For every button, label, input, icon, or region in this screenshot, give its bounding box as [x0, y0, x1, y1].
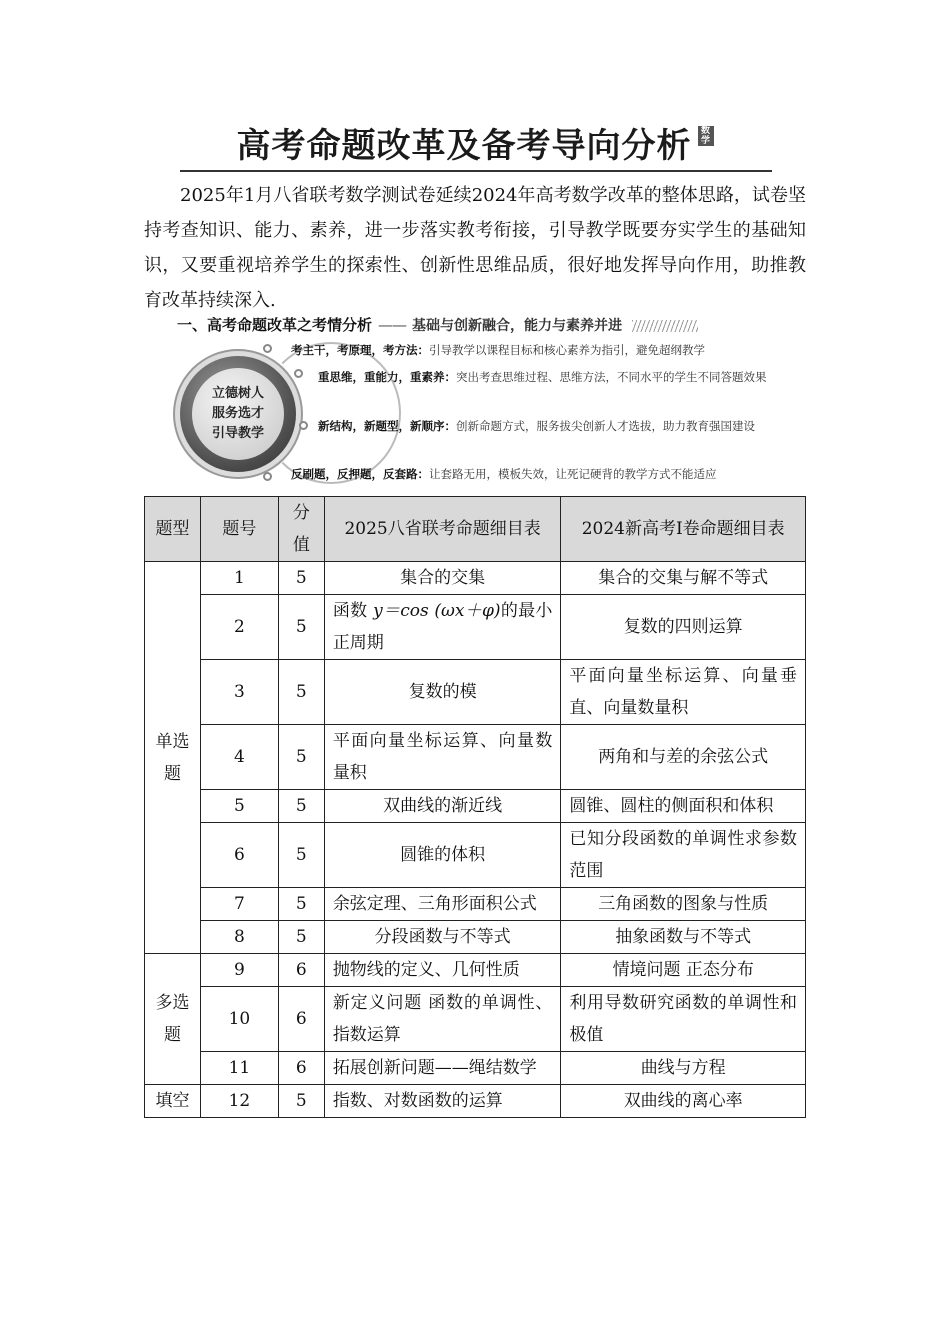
diagram-item: 考主干，考原理，考方法：引导教学以课程目标和核心素养为指引，避免超纲教学: [291, 343, 705, 357]
topic-2025: 拓展创新问题——绳结数学: [324, 1052, 561, 1085]
diagram-item: 反刷题，反押题，反套路：让套路无用，模板失效，让死记硬背的教学方式不能适应: [291, 467, 717, 481]
topic-2024: 抽象函数与不等式: [561, 921, 806, 954]
topic-2025: 平面向量坐标运算、向量数量积: [324, 725, 561, 790]
question-number: 9: [200, 954, 278, 987]
topic-2025: 双曲线的渐近线: [324, 790, 561, 823]
table-row: [145, 1052, 806, 1085]
decorative-hatch: [632, 320, 698, 332]
question-score: 6: [278, 1052, 324, 1085]
table-row: [145, 790, 806, 823]
question-type-cell: 填空: [145, 1085, 201, 1118]
table-row: [145, 1085, 806, 1118]
topic-2025: 抛物线的定义、几何性质: [324, 954, 561, 987]
question-score: 5: [278, 595, 324, 660]
topic-2024: 情境问题 正态分布: [561, 954, 806, 987]
table-row: [145, 888, 806, 921]
topic-2025: 余弦定理、三角形面积公式: [324, 888, 561, 921]
question-number: 3: [200, 660, 278, 725]
header-type: 题型: [145, 497, 201, 562]
table-row: [145, 562, 806, 595]
question-score: 5: [278, 562, 324, 595]
question-score: 5: [278, 823, 324, 888]
table-row: [145, 921, 806, 954]
intro-paragraph: 2025年1月八省联考数学测试卷延续2024年高考数学改革的整体思路，试卷坚持考查知识、能力、素养，进一步落实教考衔接，引导教学既要夯实学生的基础知识，又要重视培养学生的探索性、创新性思维品质，很好地发挥导向作用，助推教育改革持续深入.: [144, 185, 806, 311]
core-badge-text: [192, 368, 284, 460]
topic-2024: 两角和与差的余弦公式: [561, 725, 806, 790]
question-score: 5: [278, 790, 324, 823]
header-2025: 2025八省联考命题细目表: [324, 497, 561, 562]
header-score: 分值: [278, 497, 324, 562]
table-row: [145, 987, 806, 1052]
topic-2025: 新定义问题 函数的单调性、指数运算: [324, 987, 561, 1052]
question-number: 5: [200, 790, 278, 823]
question-number: 1: [200, 562, 278, 595]
question-number: 8: [200, 921, 278, 954]
question-number: 7: [200, 888, 278, 921]
topic-2024: 复数的四则运算: [561, 595, 806, 660]
topic-2024: 平面向量坐标运算、向量垂直、向量数量积: [561, 660, 806, 725]
topic-2025: 指数、对数函数的运算: [324, 1085, 561, 1118]
header-number: 题号: [200, 497, 278, 562]
section-heading-label: 一、高考命题改革之考情分析: [177, 316, 373, 334]
question-number: 12: [200, 1085, 278, 1118]
badge-line: 服务选才: [211, 406, 264, 421]
topic-2024: 已知分段函数的单调性求参数范围: [561, 823, 806, 888]
topic-2025: 分段函数与不等式: [324, 921, 561, 954]
diagram-item: 重思维，重能力，重素养：突出考查思维过程、思维方法，不同水平的学生不同答题效果: [318, 370, 767, 384]
table-row: [145, 725, 806, 790]
topic-2024: 利用导数研究函数的单调性和极值: [561, 987, 806, 1052]
topic-2024: 圆锥、圆柱的侧面积和体积: [561, 790, 806, 823]
question-number: 10: [200, 987, 278, 1052]
section-heading: [177, 314, 777, 338]
question-score: 5: [278, 888, 324, 921]
question-number: 4: [200, 725, 278, 790]
table-row: [145, 660, 806, 725]
question-number: 11: [200, 1052, 278, 1085]
topic-2024: 曲线与方程: [561, 1052, 806, 1085]
question-score: 6: [278, 954, 324, 987]
core-badge: [180, 356, 296, 472]
question-type-cell: 单选题: [145, 562, 201, 954]
topic-2025: 函数 y＝cos (ωx＋φ)的最小正周期: [324, 595, 561, 660]
table-row: [145, 954, 806, 987]
topic-2024: 三角函数的图象与性质: [561, 888, 806, 921]
question-score: 5: [278, 660, 324, 725]
page-title: 高考命题改革及备考导向分析 数学: [0, 118, 950, 167]
topic-2024: 集合的交集与解不等式: [561, 562, 806, 595]
question-score: 5: [278, 921, 324, 954]
question-score: 5: [278, 725, 324, 790]
topic-2025: 复数的模: [324, 660, 561, 725]
subject-tag: 数学: [698, 126, 714, 146]
table-row: [145, 595, 806, 660]
diagram-dot: [299, 421, 308, 430]
question-score: 5: [278, 1085, 324, 1118]
table-row: [145, 823, 806, 888]
table-header-row: [145, 497, 806, 562]
topic-2024: 双曲线的离心率: [561, 1085, 806, 1118]
badge-line: 立德树人: [211, 386, 264, 401]
section-subtitle: 基础与创新融合，能力与素养并进: [412, 318, 623, 334]
math-expression: y＝cos (ωx＋φ): [373, 601, 501, 621]
title-divider: [180, 170, 772, 172]
topic-2025: 集合的交集: [324, 562, 561, 595]
analysis-diagram: [175, 338, 780, 488]
topic-2025: 圆锥的体积: [324, 823, 561, 888]
diagram-dot: [263, 344, 272, 353]
diagram-dot: [263, 472, 272, 481]
badge-line: 引导教学: [211, 426, 264, 441]
question-number: 6: [200, 823, 278, 888]
diagram-item: 新结构，新题型，新顺序：创新命题方式，服务拔尖创新人才选拔，助力教育强国建设: [318, 419, 755, 433]
exam-comparison-table: [144, 496, 806, 1118]
diagram-dot: [294, 369, 303, 378]
question-number: 2: [200, 595, 278, 660]
question-type-cell: 多选题: [145, 954, 201, 1085]
section-dash: ——: [378, 316, 407, 334]
header-2024: 2024新高考Ⅰ卷命题细目表: [561, 497, 806, 562]
question-score: 6: [278, 987, 324, 1052]
